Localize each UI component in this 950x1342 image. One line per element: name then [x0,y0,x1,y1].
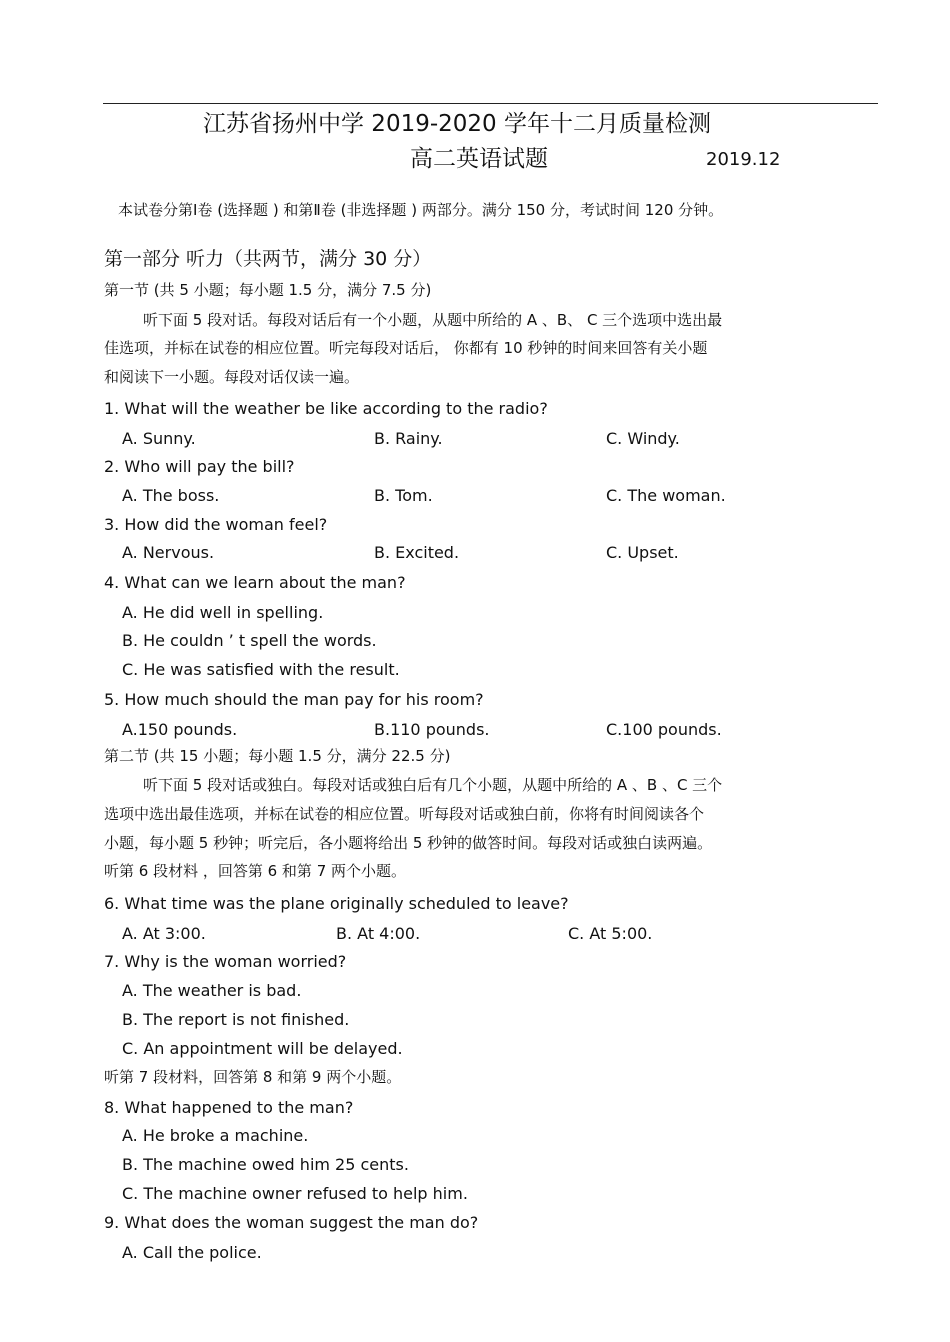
option-b: B.110 pounds. [374,720,490,739]
section1-instruction-line: 佳选项，并标在试卷的相应位置。听完每段对话后， 你都有 10 秒钟的时间来回答有关小题 [104,339,708,357]
question-stem: 1. What will the weather be like according to the radio? [104,399,548,418]
document-title: 江苏省扬州中学 2019-2020 学年十二月质量检测 [203,111,711,137]
option-c: C. The machine owner refused to help him. [122,1184,468,1203]
option-b: B. The machine owed him 25 cents. [122,1155,409,1174]
question-stem: 2. Who will pay the bill? [104,457,295,476]
question-stem: 7. Why is the woman worried? [104,952,347,971]
section1-instruction-line: 听下面 5 段对话。每段对话后有一个小题，从题中所给的 A 、B、 C 三个选项中选出最 [143,311,723,329]
section2-instruction-line: 听下面 5 段对话或独白。每段对话或独白后有几个小题，从题中所给的 A 、B 、C 三个 [143,776,723,794]
option-c: C. An appointment will be delayed. [122,1039,403,1058]
option-b: B. The report is not finished. [122,1010,350,1029]
option-c: C. Windy. [606,429,680,448]
option-c: C. He was satisfied with the result. [122,660,400,679]
exam-note: 本试卷分第Ⅰ卷 (选择题 ) 和第Ⅱ卷 (非选择题 ) 两部分。满分 150 分，考试时间 120 分钟。 [118,201,724,219]
question-stem: 4. What can we learn about the man? [104,573,406,592]
option-c: C. The woman. [606,486,726,505]
section2-instruction-line: 小题，每小题 5 秒钟；听完后，各小题将给出 5 秒钟的做答时间。每段对话或独白读两遍。 [104,834,713,852]
option-b: B. Rainy. [374,429,443,448]
section1-heading: 第一节 (共 5 小题；每小题 1.5 分，满分 7.5 分) [104,281,432,299]
part1-heading: 第一部分 听力（共两节，满分 30 分） [104,248,432,270]
document-subtitle: 高二英语试题 [410,146,548,172]
option-c: C.100 pounds. [606,720,722,739]
section1-instruction-line: 和阅读下一小题。每段对话仅读一遍。 [104,368,360,386]
question-stem: 6. What time was the plane originally scheduled to leave? [104,894,569,913]
option-a: A. Nervous. [122,543,215,562]
top-rule [103,103,878,104]
option-b: B. Tom. [374,486,433,505]
question-stem: 8. What happened to the man? [104,1098,354,1117]
option-a: A. At 3:00. [122,924,206,943]
question-stem: 3. How did the woman feel? [104,515,328,534]
option-c: C. Upset. [606,543,679,562]
section2-heading: 第二节 (共 15 小题；每小题 1.5 分，满分 22.5 分) [104,747,451,765]
option-b: B. Excited. [374,543,460,562]
question-stem: 5. How much should the man pay for his room? [104,690,484,709]
option-c: C. At 5:00. [568,924,653,943]
material-note: 听第 6 段材料 ，回答第 6 和第 7 两个小题。 [104,862,407,880]
section2-instruction-line: 选项中选出最佳选项，并标在试卷的相应位置。听每段对话或独白前，你将有时间阅读各个 [104,805,705,823]
option-a: A. The weather is bad. [122,981,302,1000]
question-stem: 9. What does the woman suggest the man do? [104,1213,479,1232]
option-a: A. He did well in spelling. [122,603,324,622]
option-a: A. Call the police. [122,1243,262,1262]
document-date: 2019.12 [706,149,781,170]
option-a: A. Sunny. [122,429,196,448]
option-a: A. He broke a machine. [122,1126,309,1145]
option-a: A.150 pounds. [122,720,238,739]
option-b: B. At 4:00. [336,924,421,943]
option-a: A. The boss. [122,486,220,505]
material-note: 听第 7 段材料，回答第 8 和第 9 两个小题。 [104,1068,402,1086]
option-b: B. He couldn ’ t spell the words. [122,631,377,650]
